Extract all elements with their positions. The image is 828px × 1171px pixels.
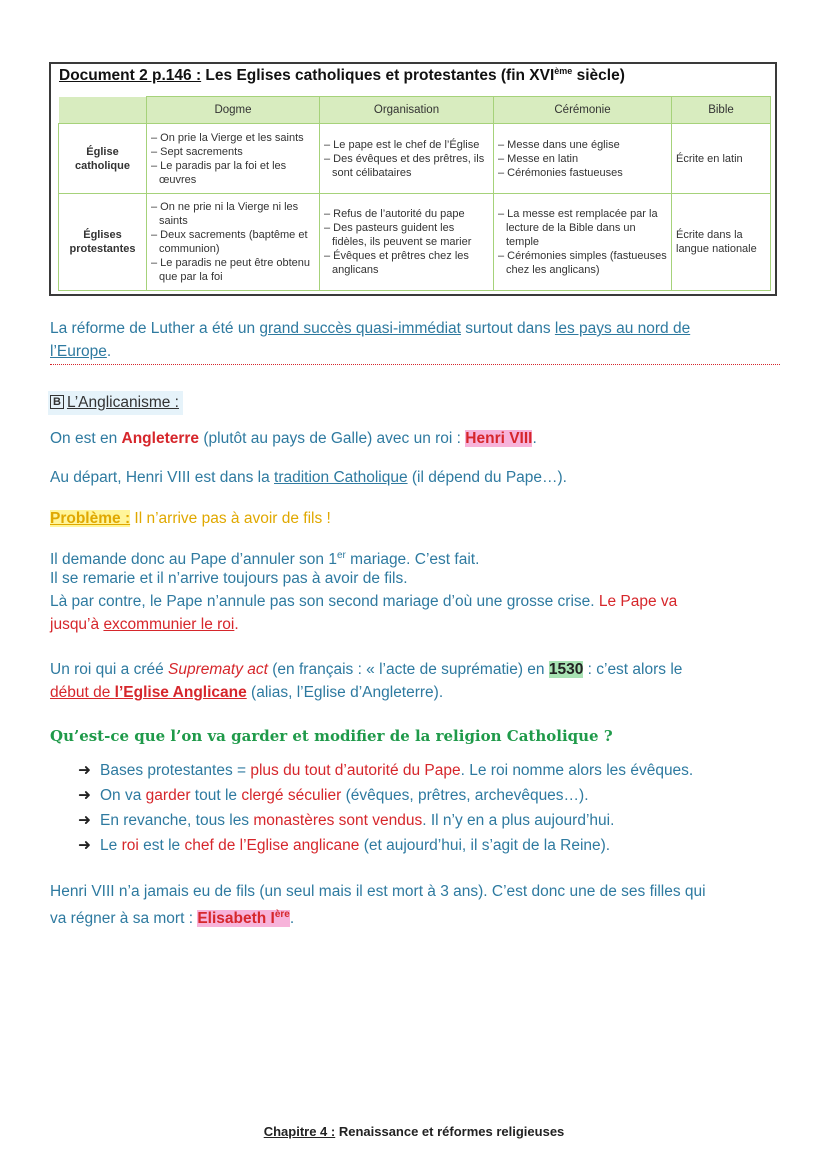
column-header: Organisation — [320, 97, 494, 124]
pays-nord: les pays au nord de — [554, 320, 691, 337]
table-header-row — [59, 97, 771, 124]
cell-organisation — [320, 124, 494, 194]
bullet-item: ➜ Bases protestantes = plus du tout d’autorité du Pape. Le roi nomme alors les évêques. — [78, 760, 693, 782]
list-item: – Deux sacrements (baptême et communion) — [151, 229, 308, 255]
list-item: – Le paradis ne peut être obtenu que par la foi — [151, 257, 311, 283]
paragraph-tradition: Au départ, Henri VIII est dans la tradition Catholique (il dépend du Pape…). — [50, 469, 567, 486]
cell-ceremonie — [494, 124, 672, 194]
list-item: – Le paradis par la foi et les œuvres — [151, 159, 287, 186]
year-highlight: 1530 — [548, 661, 584, 678]
luther-paragraph-line2: l’Europe. — [50, 343, 112, 360]
paragraph-elisabeth-line1: Henri VIII n’a jamais eu de fils (un seul mais il est mort à 3 ans). C’est donc une de ses filles qui — [50, 883, 706, 900]
question-heading: Qu’est-ce que l’on va garder et modifier de la religion Catholique ? — [50, 727, 613, 745]
list-item: – Des pasteurs guident les fidèles, ils peuvent se marier — [324, 222, 472, 248]
paragraph-mariage-line2: Il se remarie et il n’arrive toujours pas à avoir de fils. — [50, 570, 408, 587]
arrow-icon: ➜ — [78, 787, 91, 804]
list-item: – Cérémonies simples (fastueuses chez les anglicans) — [498, 250, 667, 276]
paragraph-probleme: Problème : Il n’arrive pas à avoir de fils ! — [50, 510, 331, 527]
cell-dogme — [147, 124, 320, 194]
arrow-icon: ➜ — [78, 837, 91, 854]
cell-ceremonie — [494, 194, 672, 291]
table-row — [59, 124, 771, 194]
list-item: – On prie la Vierge et les saints — [151, 131, 304, 144]
row-header-catholic: Église catholique — [59, 124, 147, 194]
list-item: – Messe en latin — [498, 152, 579, 165]
cell-bible: Écrite en latin — [672, 124, 771, 194]
luther-paragraph-line1: La réforme de Luther a été un grand succès quasi-immédiat surtout dans les pays au nord de — [50, 320, 691, 337]
paragraph-mariage-line1: Il demande donc au Pape d’annuler son 1er mariage. C’est fait. — [50, 550, 480, 569]
dotted-separator — [50, 364, 780, 365]
cell-bible: Écrite dans la langue nationale — [672, 194, 771, 291]
bullet-item: ➜ Le roi est le chef de l’Eglise anglicane (et aujourd’hui, il s’agit de la Reine). — [78, 835, 610, 857]
arrow-icon: ➜ — [78, 762, 91, 779]
bullet-item: ➜ En revanche, tous les monastères sont vendus. Il n’y en a plus aujourd’hui. — [78, 810, 614, 832]
page-footer: Chapitre 4 : Renaissance et réformes religieuses — [263, 1124, 565, 1139]
list-item: – On ne prie ni la Vierge ni les saints — [151, 201, 299, 227]
section-title: B L’Anglicanisme : — [48, 391, 183, 415]
list-item: – Messe dans une église — [498, 138, 620, 151]
table-row — [59, 194, 771, 291]
list-item: – Cérémonies fastueuses — [498, 166, 623, 179]
paragraph-mariage-line3: Là par contre, le Pape n’annule pas son second mariage d’où une grosse crise. Le Pape va — [50, 593, 678, 610]
cell-dogme — [147, 194, 320, 291]
grand-succes: grand succès quasi-immédiat — [259, 320, 461, 337]
henri-viii-highlight: Henri VIII — [465, 430, 533, 447]
arrow-icon: ➜ — [78, 812, 91, 829]
section-letter: B — [50, 395, 64, 409]
list-item: – Sept sacrements — [151, 145, 243, 158]
paragraph-mariage-line4: jusqu’à excommunier le roi. — [50, 616, 239, 633]
paragraph-suprematy-line1: Un roi qui a créé Suprematy act (en français : « l’acte de suprématie) en 1530 : c’est alors le — [50, 661, 683, 678]
list-item: – Le pape est le chef de l’Église — [324, 138, 480, 151]
list-item: – Des évêques et des prêtres, ils sont célibataires — [324, 152, 485, 179]
comparison-table — [58, 96, 771, 291]
list-item: – Évêques et prêtres chez les anglicans — [324, 250, 469, 276]
paragraph-angleterre: On est en Angleterre (plutôt au pays de Galle) avec un roi : Henri VIII. — [50, 430, 537, 447]
probleme-label: Problème : — [50, 510, 131, 527]
cell-organisation — [320, 194, 494, 291]
column-header: Bible — [672, 97, 771, 124]
column-header: Dogme — [147, 97, 320, 124]
paragraph-elisabeth-line2: va régner à sa mort : Elisabeth Ière. — [50, 909, 295, 928]
document-box — [49, 62, 777, 296]
table-corner — [59, 97, 147, 124]
row-header-protestant: Églises protestantes — [59, 194, 147, 291]
column-header: Cérémonie — [494, 97, 672, 124]
list-item: – Refus de l’autorité du pape — [324, 208, 465, 220]
bullet-item: ➜ On va garder tout le clergé séculier (évêques, prêtres, archevêques…). — [78, 785, 589, 807]
list-item: – La messe est remplacée par la lecture de la Bible dans un temple — [498, 208, 658, 248]
paragraph-suprematy-line2: début de l’Eglise Anglicane (alias, l’Eglise d’Angleterre). — [50, 684, 444, 701]
document-title: Document 2 p.146 : Les Eglises catholiques et protestantes (fin XVIème siècle) — [59, 66, 625, 85]
document-ref: Document 2 p.146 : — [59, 67, 202, 85]
elisabeth-highlight: Elisabeth Ière — [197, 909, 290, 928]
